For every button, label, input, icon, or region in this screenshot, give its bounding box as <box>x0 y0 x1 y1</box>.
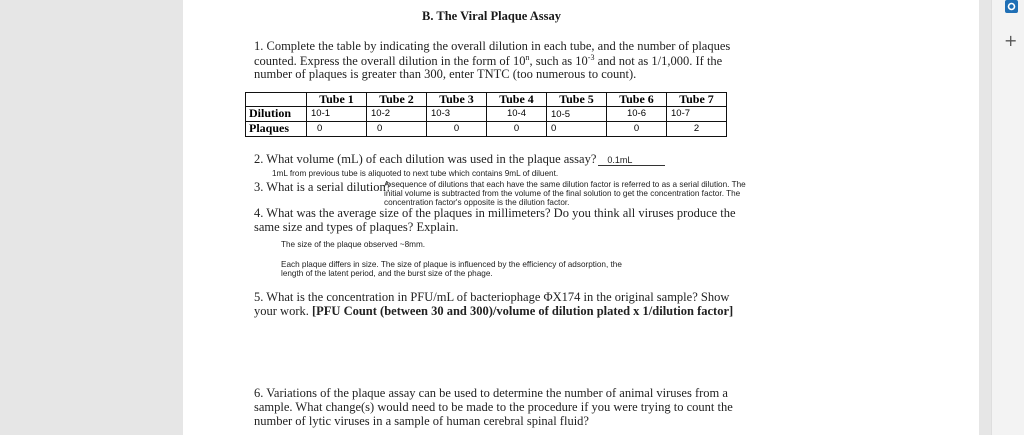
header-tube-5: Tube 5 <box>547 93 607 107</box>
header-tube-4: Tube 4 <box>487 93 547 107</box>
table-row-dilution <box>246 107 727 122</box>
q1-line1: 1. Complete the table by indicating the overall dilution in each tube, and the number of plaques <box>254 39 731 53</box>
row-label-dilution: Dilution <box>246 107 307 122</box>
q2-note: 1mL from previous tube is aliquoted to next tube which contains 9mL of diluent. <box>272 169 559 178</box>
q3-answer-line1: A sequence of dilutions that each have the same dilution factor is referred to as a serial dilution. The <box>384 180 746 189</box>
plaques-cell[interactable]: 0 <box>547 122 607 137</box>
header-tube-1: Tube 1 <box>307 93 367 107</box>
q1-line2: counted. Express the overall dilution in the form of 10$^n$, such as $10^{-3}$ and not as 1/1,000. If the <box>254 53 723 69</box>
dilution-cell[interactable]: 10-5 <box>547 107 607 122</box>
q5-formula: [PFU Count (between 30 and 300)/volume of dilution plated x 1/dilution factor] <box>311 304 734 318</box>
q6-line2: sample. What change(s) would need to be made to the procedure if you were trying to count the <box>254 400 733 414</box>
dilution-cell[interactable]: 10-4 <box>487 107 547 122</box>
table-header-row <box>246 93 727 107</box>
section-title: B. The Viral Plaque Assay <box>422 9 562 23</box>
dilution-cell[interactable]: 10-6 <box>607 107 667 122</box>
header-tube-6: Tube 6 <box>607 93 667 107</box>
q1-line3: number of plaques is greater than 300, enter TNTC (too numerous to count). <box>254 67 637 81</box>
plaques-cell[interactable]: 0 <box>427 122 487 137</box>
header-tube-2: Tube 2 <box>367 93 427 107</box>
right-sidebar <box>991 0 1024 435</box>
dilution-table <box>245 92 727 137</box>
q6-line3: number of lytic viruses in a sample of human cerebral spinal fluid? <box>254 414 589 428</box>
q4-line1: 4. What was the average size of the plaques in millimeters? Do you think all viruses produce the <box>254 206 736 220</box>
add-icon[interactable]: + <box>1004 31 1018 50</box>
plaques-cell[interactable]: 0 <box>607 122 667 137</box>
q4-answer-line2: Each plaque differs in size. The size of plaque is influenced by the efficiency of adsorption, the <box>281 260 622 269</box>
header-tube-7: Tube 7 <box>667 93 727 107</box>
app-logo-icon[interactable] <box>1005 0 1018 13</box>
table-row-plaques <box>246 122 727 137</box>
dilution-cell[interactable]: 10-7 <box>667 107 727 122</box>
header-tube-3: Tube 3 <box>427 93 487 107</box>
q4-line2: same size and types of plaques? Explain. <box>254 220 459 234</box>
dilution-cell[interactable]: 10-3 <box>427 107 487 122</box>
row-label-plaques: Plaques <box>246 122 307 137</box>
q4-answer-line1: The size of the plaque observed ~8mm. <box>281 240 426 249</box>
q3-answer-line2: initial volume is subtracted from the volume of the final solution to get the concentration factor. The <box>384 189 741 198</box>
table-corner-cell <box>246 93 307 107</box>
q3-answer-line3: concentration factor's opposite is the dilution factor. <box>384 198 570 207</box>
q5-line1: 5. What is the concentration in PFU/mL of bacteriophage ΦX174 in the original sample? Show <box>254 290 730 304</box>
q5-line2: your work. [PFU Count (between 30 and 300)/volume of dilution plated x 1/dilution factor] <box>254 304 734 318</box>
q4-answer-line3: length of the latent period, and the burst size of the phage. <box>281 269 493 278</box>
dilution-cell[interactable]: 10-2 <box>367 107 427 122</box>
q2-question: 2. What volume (mL) of each dilution was used in the plaque assay? 0.1mL <box>254 152 665 167</box>
plaques-cell[interactable]: 0 <box>367 122 427 137</box>
dilution-cell[interactable]: 10-1 <box>307 107 367 122</box>
plaques-cell[interactable]: 2 <box>667 122 727 137</box>
q3-question: 3. What is a serial dilution? <box>254 180 392 194</box>
q6-line1: 6. Variations of the plaque assay can be used to determine the number of animal viruses from a <box>254 386 728 400</box>
plaques-cell[interactable]: 0 <box>307 122 367 137</box>
plaques-cell[interactable]: 0 <box>487 122 547 137</box>
q2-answer[interactable]: 0.1mL <box>598 155 665 166</box>
